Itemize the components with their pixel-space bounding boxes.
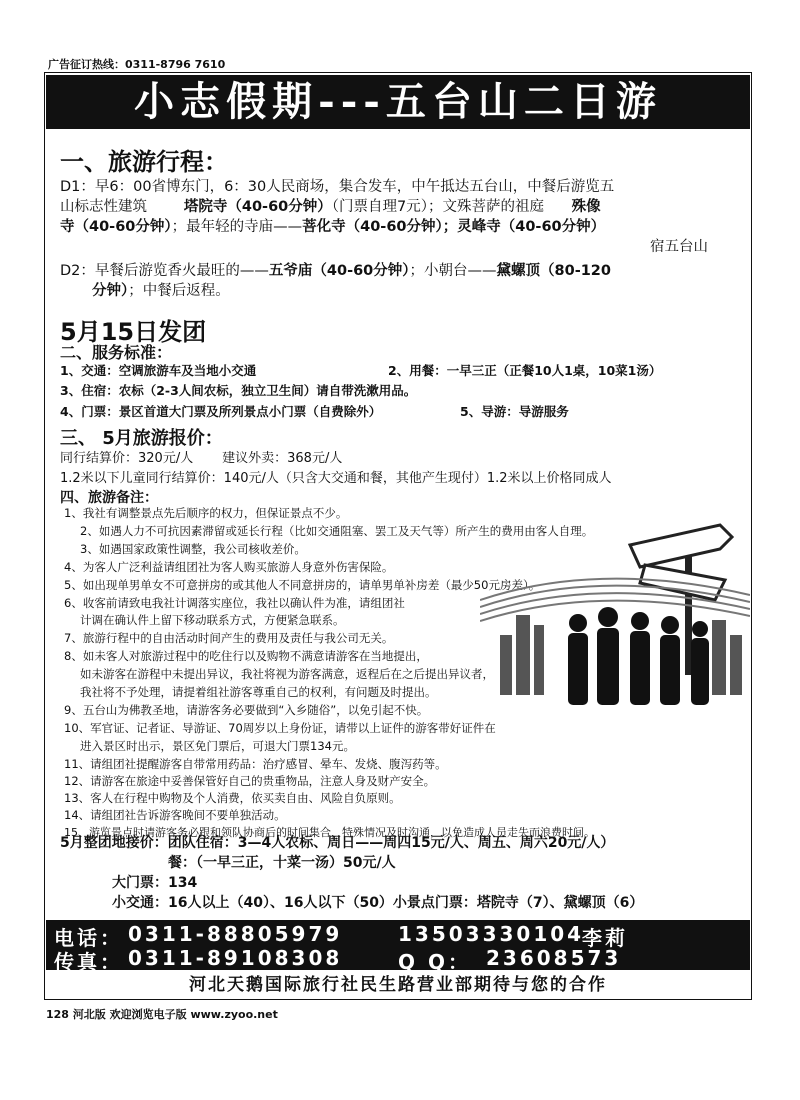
service-item: 4、门票：景区首道大门票及所列景点小门票（自费除外） bbox=[60, 404, 382, 419]
local-quote-label: 5月整团地接价： bbox=[60, 835, 168, 851]
local-lodging: 团队住宿：3—4人农标、周日——周四15元/人、周五、周六20元/人） bbox=[167, 835, 615, 851]
note-item: 10、军官证、记者证、导游证、70周岁以上身份证，请带以上证件的游客带好证件在 bbox=[64, 721, 496, 735]
note-item: 15、游览景点时请游客务必跟和领队协商后的时间集合，特殊情况及时沟通，以免造成人员走失而浪费时间。 bbox=[64, 826, 595, 839]
itinerary-text: 早餐后游览香火最旺的—— bbox=[94, 263, 269, 279]
note-item: 5、如出现单男单女不可意拼房的或其他人不同意拼房的，请单男单补房差（最少50元房差）。 bbox=[64, 578, 541, 592]
local-quote-line bbox=[60, 832, 614, 852]
tel-label: 电话： bbox=[54, 926, 123, 950]
itinerary-d1-line bbox=[60, 218, 605, 236]
itinerary-highlight: 寺（40-60分钟） bbox=[60, 219, 172, 235]
contact-person: 李莉 bbox=[582, 926, 628, 950]
note-item: 进入景区时出示，景区免门票后，可退大门票134元。 bbox=[80, 739, 355, 753]
note-item: 我社将不予处理，请提着组社游客尊重自己的权利，有问题及时提出。 bbox=[80, 685, 437, 699]
tel-number: 0311-88805979 bbox=[128, 922, 343, 946]
itinerary-text: 早6：00省博东门，6：30人民商场，集合发车，中午抵达五台山，中餐后游览五 bbox=[94, 179, 615, 195]
note-item: 3、如遇国家政策性调整，我公司核收差价。 bbox=[80, 542, 306, 556]
notes-heading: 四、旅游备注： bbox=[60, 490, 158, 506]
itinerary-d1-line bbox=[60, 178, 614, 196]
local-gate-ticket: 大门票：134 bbox=[112, 875, 198, 891]
mobile-number: 13503330104 bbox=[398, 922, 585, 946]
note-item: 计调在确认件上留下移动联系方式，方便紧急联系。 bbox=[80, 613, 345, 627]
edition-label: 河北版 bbox=[72, 1008, 106, 1021]
price-line bbox=[60, 447, 342, 466]
itinerary-d2-line bbox=[92, 282, 230, 300]
day-label: D1： bbox=[60, 179, 95, 195]
qq-number: 23608573 bbox=[486, 946, 622, 970]
day-label: D2： bbox=[60, 263, 95, 279]
service-heading: 二、服务标准： bbox=[60, 343, 173, 362]
note-item: 13、客人在行程中购物及个人消费，依买卖自由、风险自负原则。 bbox=[64, 791, 401, 805]
note-item: 4、为客人广泛利益请组团社为客人购买旅游人身意外伤害保险。 bbox=[64, 560, 394, 574]
itinerary-text: 宿五台山 bbox=[650, 239, 708, 255]
service-item: 1、交通：空调旅游车及当地小交通 bbox=[60, 363, 257, 378]
signpost-silhouette-illustration bbox=[480, 505, 750, 725]
note-item: 12、请游客在旅途中妥善保管好自己的贵重物品，注意人身及财产安全。 bbox=[64, 774, 436, 788]
note-item: 11、请组团社提醒游客自带常用药品：治疗感冒、晕车、发烧、腹泻药等。 bbox=[64, 757, 447, 771]
itinerary-highlight: 分钟） bbox=[92, 283, 129, 299]
child-price: 1.2米以下儿童同行结算价：140元/人（只含大交通和餐，其他产生现付）1.2米以上价格同成人 bbox=[60, 471, 612, 486]
local-transport: 小交通：16人以上（40）、16人以下（50）小景点门票：塔院寺（7）、黛螺顶（6） bbox=[112, 895, 644, 911]
service-item: 3、住宿：农标（2-3人间农标，独立卫生间）请自带洗漱用品。 bbox=[60, 383, 417, 398]
itinerary-highlight: 黛螺顶（80-120 bbox=[496, 263, 611, 279]
pricing-heading: 三、 5月旅游报价： bbox=[60, 428, 223, 449]
service-item: 2、用餐：一早三正（正餐10人1桌，10菜1汤） bbox=[388, 363, 662, 378]
page-title: 小志假期---五台山二日游 bbox=[46, 75, 750, 129]
page-footer bbox=[46, 1006, 278, 1022]
itinerary-d1-line bbox=[650, 238, 708, 256]
itinerary-text: 山标志性建筑 bbox=[60, 199, 147, 215]
note-item: 9、五台山为佛教圣地，请游客务必要做到“入乡随俗”，以免引起不快。 bbox=[64, 703, 429, 717]
itinerary-text: ；中餐后返程。 bbox=[128, 283, 230, 299]
note-item: 8、如未客人对旅游过程中的吃住行以及购物不满意请游客在当地提出， bbox=[64, 649, 428, 663]
note-item: 6、收客前请致电我社计调落实座位，我社以确认件为准，请组团社 bbox=[64, 596, 405, 610]
qq-label: Q Q： bbox=[398, 950, 471, 974]
note-item: 2、如遇人力不可抗因素滞留或延长行程（比如交通阻塞、罢工及天气等）所产生的费用由客人自理。 bbox=[80, 524, 594, 538]
note-item: 1、我社有调整景点先后顺序的权力，但保证景点不少。 bbox=[64, 506, 348, 520]
itinerary-text: （门票自理7元）；文殊菩萨的祖庭 bbox=[331, 199, 544, 215]
itinerary-heading: 一、旅游行程： bbox=[60, 148, 228, 176]
agency-slogan: 河北天鹅国际旅行社民生路营业部期待与您的合作 bbox=[189, 975, 607, 995]
page-number: 128 bbox=[46, 1008, 69, 1021]
contact-bar bbox=[46, 920, 750, 974]
itinerary-text: ；最年轻的寺庙—— bbox=[171, 219, 303, 235]
ad-hotline: 广告征订热线：0311-8796 7610 bbox=[48, 58, 226, 71]
website-text: 欢迎浏览电子版 www.zyoo.net bbox=[109, 1008, 278, 1021]
fax-number: 0311-89108308 bbox=[128, 946, 343, 970]
service-item: 5、导游：导游服务 bbox=[460, 404, 569, 419]
itinerary-highlight: 五爷庙（40-60分钟） bbox=[268, 263, 410, 279]
itinerary-highlight: 菩化寺（40-60分钟）；灵峰寺（40-60分钟） bbox=[302, 219, 606, 235]
local-meals: 餐：（一早三正，十菜一汤）50元/人 bbox=[168, 855, 396, 871]
note-item: 14、请组团社告诉游客晚间不要单独活动。 bbox=[64, 808, 286, 822]
retail-price: 建议外卖：368元/人 bbox=[222, 451, 343, 466]
itinerary-d2-line bbox=[60, 262, 611, 280]
fax-label: 传真： bbox=[54, 950, 123, 974]
itinerary-highlight: 殊像 bbox=[571, 199, 601, 215]
itinerary-highlight: 塔院寺（40-60分钟） bbox=[183, 199, 332, 215]
trade-price: 同行结算价：320元/人 bbox=[60, 451, 194, 466]
note-item: 7、旅游行程中的自由活动时间产生的费用及责任与我公司无关。 bbox=[64, 631, 394, 645]
note-item: 如未游客在游程中未提出异议，我社将视为游客满意，返程后在之后提出异议者， bbox=[80, 667, 494, 681]
departure-date: 5月15日发团 bbox=[60, 318, 207, 346]
itinerary-text: ；小朝台—— bbox=[409, 263, 497, 279]
itinerary-d1-line bbox=[60, 198, 601, 216]
